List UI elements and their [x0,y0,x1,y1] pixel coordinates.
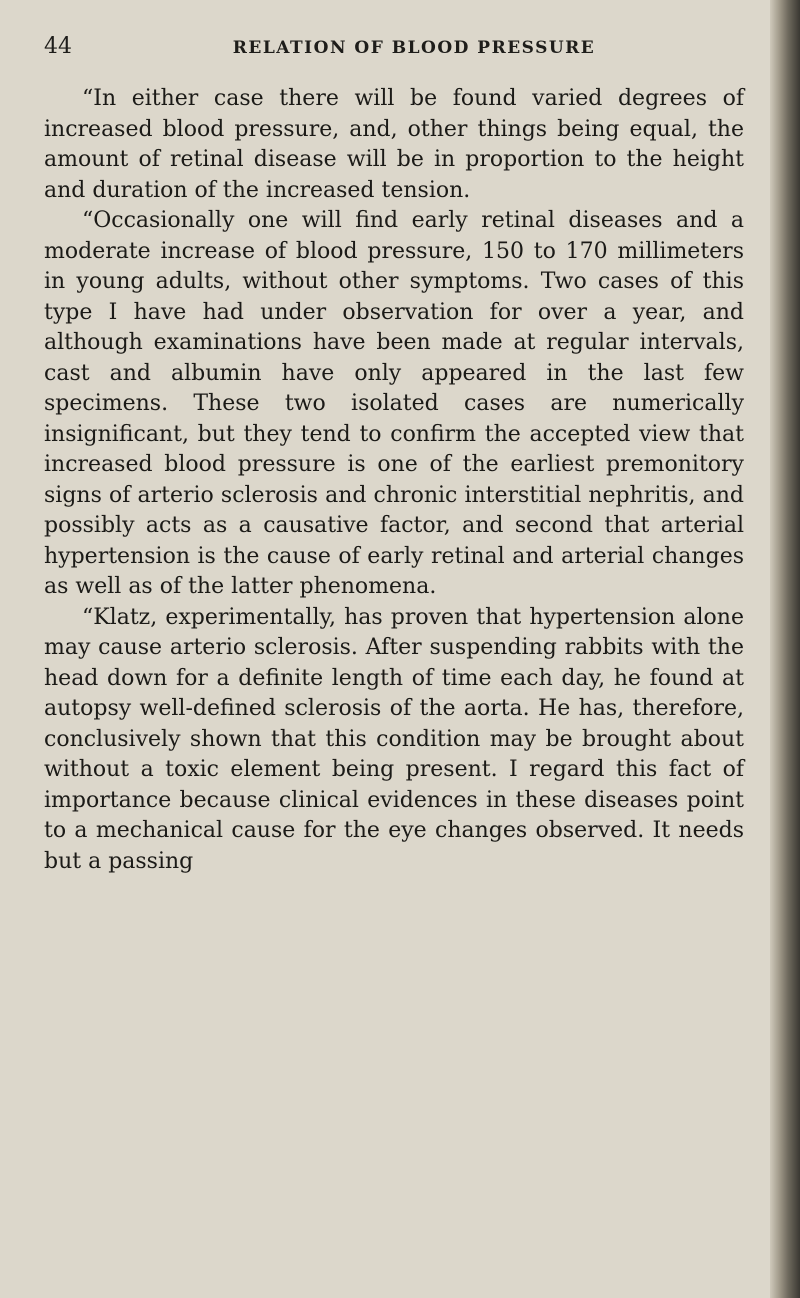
page-number: 44 [44,34,72,59]
page-header [44,32,744,72]
book-binding-edge [770,0,800,1298]
paragraph-3: “Klatz, experimentally, has proven that hypertension alone may cause arterio sclerosis. After suspending rabbits with the head down for a definite length of time each day, he found at autopsy well-defined sclerosis of the aorta. He has, therefore, conclusively shown that this condition may be brought about without a toxic element being present. I regard this fact of importance because clinical evidences in these diseases point to a mechanical cause for the eye changes observed. It needs but a passing [44,604,744,874]
body-text [44,84,744,877]
paragraph-2: “Occasionally one will find early retinal diseases and a moderate increase of blood pressure, 150 to 170 millimeters in young adults, without other symptoms. Two cases of this type I have had under observation for over a year, and although examinations have been made at regular intervals, cast and albumin have only appeared in the last few specimens. These two isolated cases are numerically insignificant, but they tend to confirm the accepted view that increased blood pressure is one of the earliest premonitory signs of arterio sclerosis and chronic interstitial nephritis, and possibly acts as a causative factor, and second that arterial hypertension is the cause of early retinal and arterial changes as well as of the latter phenomena. [44,208,744,599]
running-head: RELATION OF BLOOD PRESSURE [232,38,596,58]
paragraph-1: “In either case there will be found varied degrees of increased blood pressure, and, other things being equal, the amount of retinal disease will be in proportion to the height and duration of the increased tension. [44,86,744,203]
